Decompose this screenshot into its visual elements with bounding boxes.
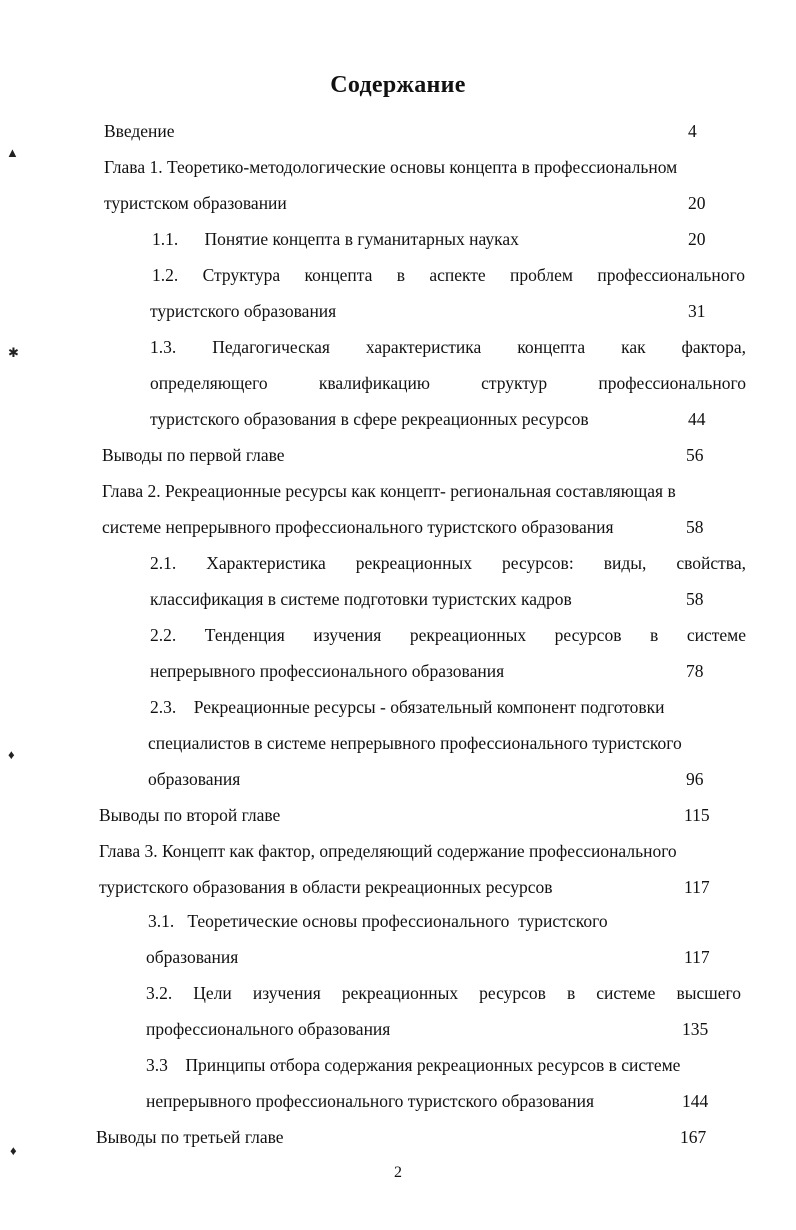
- binding-mark-icon: ♦: [10, 1143, 17, 1158]
- toc-section-2-3-line3: образования: [148, 769, 241, 789]
- toc-section-2-3-line1: 2.3. Рекреационные ресурсы - обязательный компонент подготовки: [150, 697, 665, 717]
- toc-section-1-2-line2: туристского образования: [150, 301, 337, 321]
- page-ref-ch2: 58: [686, 517, 704, 537]
- toc-section-3-3-line2: непрерывного профессионального туристского образования: [146, 1091, 595, 1111]
- toc-section-2-2-line2: непрерывного профессионального образования: [150, 661, 505, 681]
- page-ref-ch1: 20: [688, 193, 706, 213]
- page-ref-s31: 117: [684, 947, 710, 967]
- page-ref-intro: 4: [688, 121, 697, 141]
- page-ref-conc2: 115: [684, 805, 710, 825]
- toc-chapter-2-line2: системе непрерывного профессионального туристского образования: [102, 517, 614, 537]
- page-ref-s12: 31: [688, 301, 706, 321]
- page-ref-conc3: 167: [680, 1127, 707, 1147]
- page-ref-conc1: 56: [686, 445, 704, 465]
- toc-chapter-1-line1: Глава 1. Теоретико-методологические основы концепта в профессиональном: [104, 157, 678, 177]
- page-ref-s23: 96: [686, 769, 704, 789]
- toc-section-2-3-line2: специалистов в системе непрерывного профессионального туристского: [148, 733, 682, 753]
- toc-section-3-1-line1: 3.1. Теоретические основы профессионального туристского: [148, 911, 608, 931]
- toc-section-2-1-line1: 2.1. Характеристика рекреационных ресурсов: виды, свойства,: [150, 553, 746, 573]
- toc-section-3-2-line1: 3.2. Цели изучения рекреационных ресурсов в системе высшего: [146, 983, 741, 1003]
- toc-section-1-3-line1: 1.3. Педагогическая характеристика концепта как фактора,: [150, 337, 746, 357]
- toc-section-1-2-line1: 1.2. Структура концепта в аспекте проблем профессионального: [152, 265, 745, 285]
- toc-chapter-3-line2: туристского образования в области рекреационных ресурсов: [99, 877, 553, 897]
- binding-mark-icon: ▲: [6, 145, 19, 160]
- page-ref-s32: 135: [682, 1019, 709, 1039]
- toc-conclusion-2: Выводы по второй главе: [99, 805, 281, 825]
- toc-section-3-2-line2: профессионального образования: [146, 1019, 391, 1039]
- page-number: 2: [394, 1164, 402, 1181]
- toc-section-3-3-line1: 3.3 Принципы отбора содержания рекреационных ресурсов в системе: [146, 1055, 681, 1075]
- page-ref-ch3: 117: [684, 877, 710, 897]
- toc-chapter-2-line1: Глава 2. Рекреационные ресурсы как концепт- региональная составляющая в: [102, 481, 676, 501]
- toc-conclusion-3: Выводы по третьей главе: [96, 1127, 284, 1147]
- page-title: Содержание: [330, 72, 466, 98]
- page-ref-s33: 144: [682, 1091, 709, 1111]
- toc-chapter-1-line2: туристском образовании: [104, 193, 287, 213]
- binding-mark-icon: ✱: [8, 345, 19, 360]
- toc-chapter-3-line1: Глава 3. Концепт как фактор, определяющий содержание профессионального: [99, 841, 677, 861]
- toc-section-1-3-line2: определяющего квалификацию структур профессионального: [150, 373, 746, 393]
- page-ref-s21: 58: [686, 589, 704, 609]
- toc-section-1-3-line3: туристского образования в сфере рекреационных ресурсов: [150, 409, 589, 429]
- toc-conclusion-1: Выводы по первой главе: [102, 445, 285, 465]
- toc-section-2-1-line2: классификация в системе подготовки туристских кадров: [150, 589, 572, 609]
- binding-mark-icon: ♦: [8, 747, 15, 762]
- toc-entry-intro: Введение: [104, 121, 175, 141]
- page-ref-s13: 44: [688, 409, 706, 429]
- toc-section-1-1: 1.1. Понятие концепта в гуманитарных науках: [152, 229, 519, 249]
- page-ref-s11: 20: [688, 229, 706, 249]
- toc-section-3-1-line2: образования: [146, 947, 239, 967]
- page-ref-s22: 78: [686, 661, 704, 681]
- toc-section-2-2-line1: 2.2. Тенденция изучения рекреационных ресурсов в системе: [150, 625, 746, 645]
